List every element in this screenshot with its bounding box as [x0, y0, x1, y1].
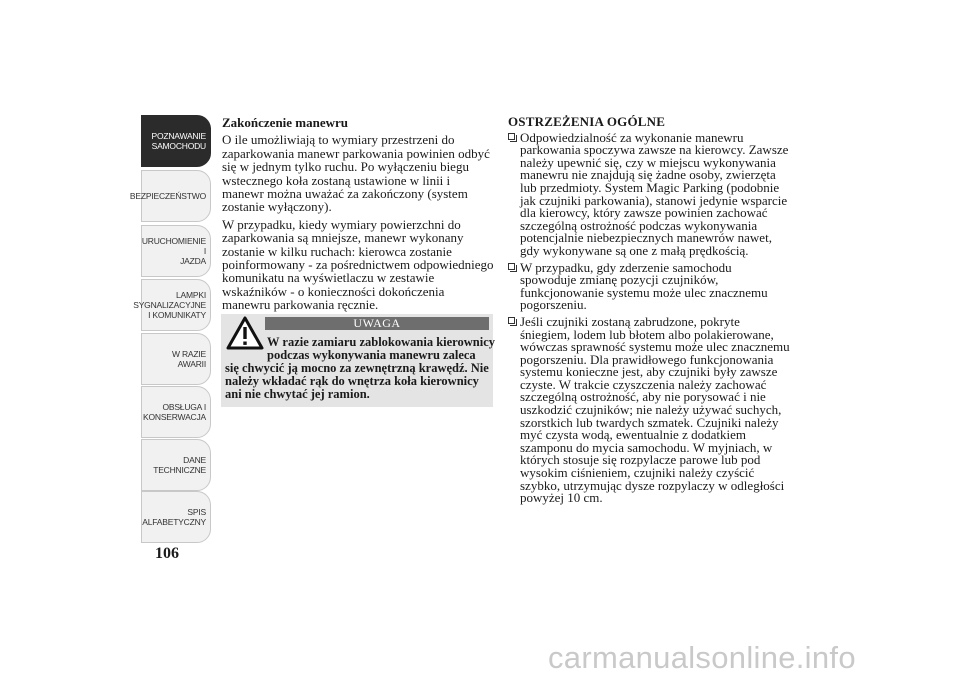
- section-heading-ostrzezenia: OSTRZEŻENIA OGÓLNE: [508, 114, 666, 129]
- checkbox-bullet-icon: [508, 263, 515, 270]
- tab-dane-techniczne[interactable]: DANE TECHNICZNE: [141, 439, 211, 491]
- list-item: W przypadku, gdy zderzenie samochodu spowoduje zmianę pozycji czujników, funkcjonowanie systemu może ulec znacznemu pogorszeniu.: [508, 262, 790, 312]
- tab-uruchomienie-i-jazda[interactable]: URUCHOMIENIE I JAZDA: [141, 225, 211, 277]
- tab-poznawanie-samochodu[interactable]: POZNAWANIE SAMOCHODU: [141, 115, 211, 167]
- warning-text: W razie zamiaru zablokowania kierownicy podczas wykonywania manewru zaleca się chwycić ją mocno za zewnętrzną krawędź. Nie należy wkładać rąk do wnętrza koła kierownicy ani nie chwytać jej ramion.: [225, 335, 495, 401]
- paragraph: O ile umożliwiają to wymiary przestrzeni do zaparkowania manewr parkowania powinien odbyć się w jednym tylko ruchu. Po wyłączeniu biegu wstecznego koła zostaną ustawione w linii i manewr można uważać za zakończony (system zostanie wyłączony).: [222, 132, 490, 215]
- warning-box: [221, 314, 493, 407]
- tab-w-razie-awarii[interactable]: W RAZIE AWARII: [141, 333, 211, 385]
- tab-obsluga-i-konserwacja[interactable]: OBSŁUGA I KONSERWACJA: [141, 386, 211, 438]
- tab-lampki-sygnalizacyjne[interactable]: LAMPKI SYGNALIZACYJNE I KOMUNIKATY: [141, 279, 211, 331]
- list-item: Odpowiedzialność za wykonanie manewru parkowania spoczywa zawsze na kierowcy. Zawsze należy upewnić się, czy w miejscu wykonywania manewru nie znajdują się żadne osoby, zwierzęta lub przedmioty. System Magic Parking (podobnie jak czujniki parkowania), stanowi jedynie wsparcie dla kierowcy, który zawsze powinien zachować szczególną ostrożność podczas wykonywania potencjalnie niebezpiecznych manewrów nawet, gdy wykonywane są one z małą prędkością.: [508, 132, 790, 258]
- tab-bezpieczenstwo[interactable]: BEZPIECZEŃSTWO: [141, 170, 211, 222]
- checkbox-bullet-icon: [508, 133, 515, 140]
- warning-title: UWAGA: [265, 317, 489, 330]
- checkbox-bullet-icon: [508, 317, 515, 324]
- page-number: 106: [155, 545, 179, 562]
- tab-spis-alfabetyczny[interactable]: SPIS ALFABETYCZNY: [141, 491, 211, 543]
- watermark: carmanualsonline.info: [548, 640, 856, 675]
- list-item: Jeśli czujniki zostaną zabrudzone, pokryte śniegiem, lodem lub błotem albo polakierowane, wówczas sprawność systemu może ulec znacznemu pogorszeniu. Dla prawidłowego funkcjonowania systemu konieczne jest, aby czujniki były zawsze czyste. W trakcie czyszczenia należy zachować szczególną ostrożność, aby nie porysować i nie uszkodzić czujników; nie należy używać suchych, szorstkich lub twardych szmatek. Czujniki należy myć czysta wodą, ewentualnie z dodatkiem szamponu do mycia samochodu. W myjniach, w których stosuje się rozpylacze parowe lub pod wysokim ciśnieniem, czujniki należy czyścić szybko, utrzymując dysze rozpylaczy w odległości powyżej 10 cm.: [508, 316, 790, 505]
- right-column: [508, 116, 790, 509]
- section-heading-zakonczenie: Zakończenie manewru: [222, 115, 349, 130]
- left-column: [222, 116, 494, 316]
- paragraph: W przypadku, kiedy wymiary powierzchni do zaparkowania są mniejsze, manewr wykonany zostanie w kilku ruchach: kierowca zostanie poinformowany - za pośrednictwem odpowiedniego komunikatu na wyświetlaczu w zestawie wskaźników - o konieczności dokończenia manewru parkowania ręcznie.: [222, 216, 494, 313]
